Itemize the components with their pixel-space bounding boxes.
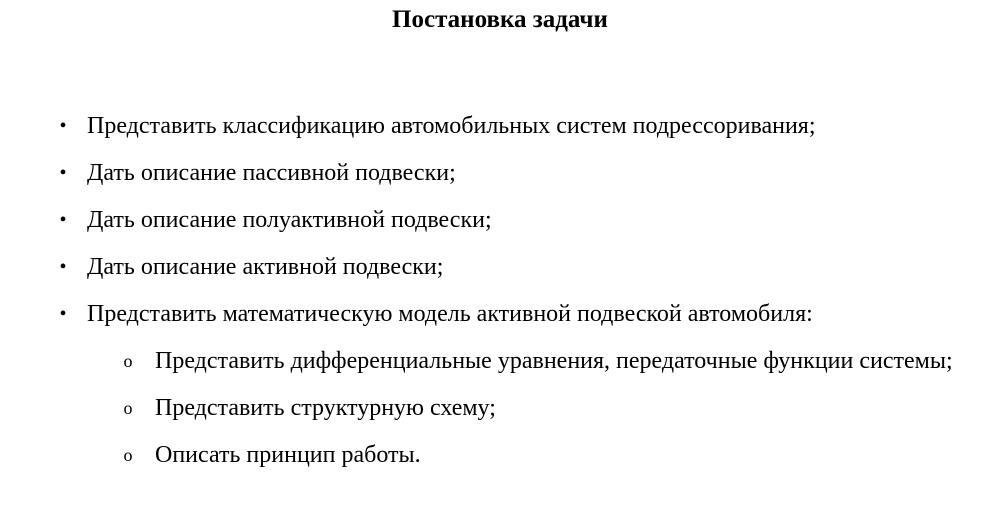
list-item-text: Дать описание пассивной подвески;: [87, 160, 456, 186]
list-item: [0, 244, 1000, 291]
sub-list-item: [0, 385, 1000, 432]
bullet-icon: •: [59, 256, 67, 278]
list-item: [0, 150, 1000, 197]
circle-bullet-icon: o: [123, 445, 133, 465]
sub-list-item-text: Представить структурную схему;: [155, 395, 496, 421]
bullet-icon: •: [59, 209, 67, 231]
sub-list-item-text: Описать принцип работы.: [155, 442, 421, 468]
list-item-text: Дать описание полуактивной подвески;: [87, 207, 492, 233]
list-item-text: Дать описание активной подвески;: [87, 254, 444, 280]
bullet-icon: •: [59, 115, 67, 137]
sub-list-item: [0, 432, 1000, 479]
list-item: [0, 103, 1000, 150]
circle-bullet-icon: o: [123, 398, 133, 418]
circle-bullet-icon: o: [123, 351, 133, 371]
page-title: Постановка задачи: [392, 6, 608, 33]
list-item: [0, 197, 1000, 244]
task-list: [0, 103, 1000, 479]
bullet-icon: •: [59, 303, 67, 325]
list-item: [0, 291, 1000, 338]
list-item-text: Представить классификацию автомобильных систем подрессоривания;: [87, 113, 816, 139]
sub-list-item-text: Представить дифференциальные уравнения, передаточные функции системы;: [155, 348, 953, 374]
bullet-icon: •: [59, 162, 67, 184]
sub-list-item: [0, 338, 1000, 385]
list-item-text: Представить математическую модель активной подвеской автомобиля:: [87, 301, 813, 327]
